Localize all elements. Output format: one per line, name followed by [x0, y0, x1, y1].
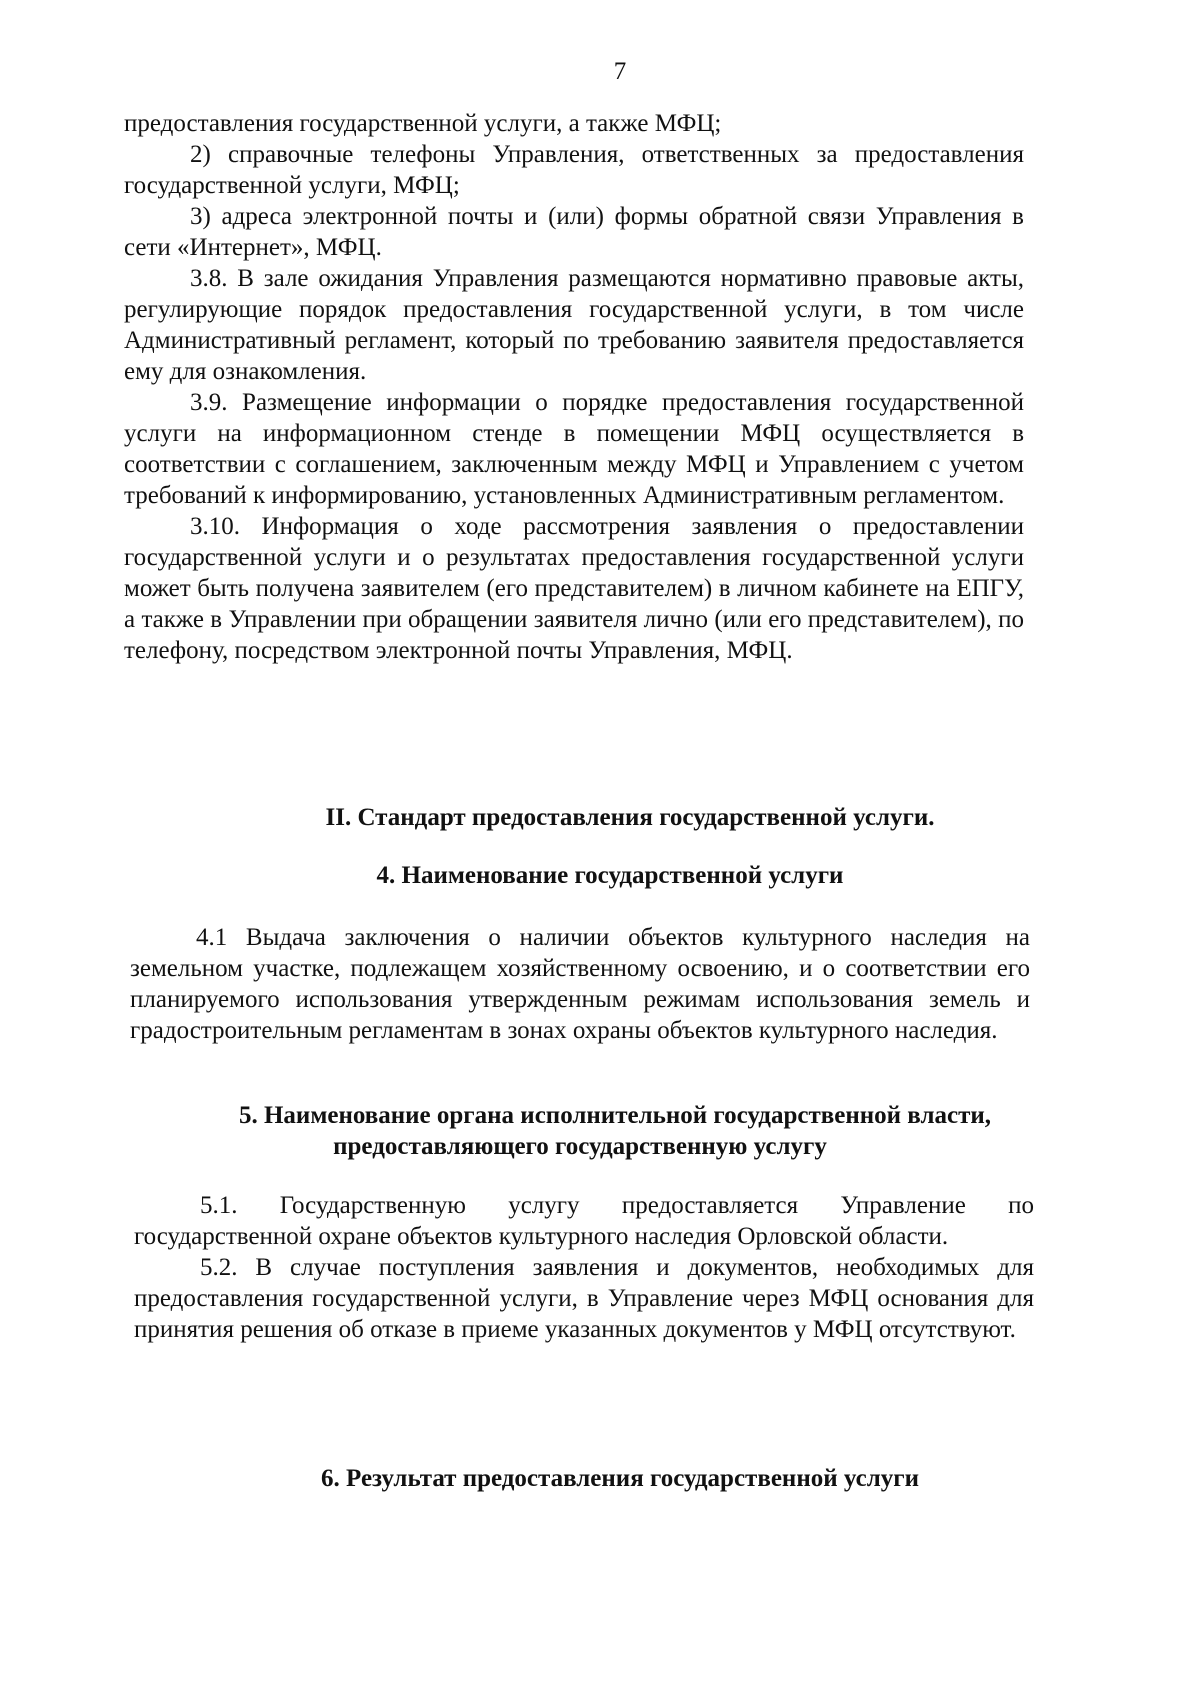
text-block-section-5 [134, 1190, 1034, 1345]
paragraph-3-8: 3.8. В зале ожидания Управления размещаются нормативно правовые акты, регулирующие порядок предоставления государственной услуги, в том числе Административный регламент, который по требованию заявителя предоставляется ему для ознакомления. [124, 265, 1024, 385]
section-ii-title: II. Стандарт предоставления государственной услуги. [325, 804, 935, 831]
paragraph-continuation: предоставления государственной услуги, а также МФЦ; [124, 110, 722, 137]
paragraph-3-10: 3.10. Информация о ходе рассмотрения заявления о предоставлении государственной услуги и о результатах предоставления государственной услуги может быть получена заявителем (его представителем) в личном кабинете на ЕПГУ, а также в Управлении при обращении заявителя лично (или его представителем), по телефону, посредством электронной почты Управления, МФЦ. [124, 513, 1024, 664]
section-5-title-line-1: 5. Наименование органа исполнительной государственной власти, [238, 1102, 992, 1129]
paragraph-item-2: 2) справочные телефоны Управления, ответственных за предоставления государственной услуги, МФЦ; [124, 141, 1024, 199]
section-5-title-line-2: предоставляющего государственную услугу [333, 1133, 827, 1160]
text-block-section-4 [130, 922, 1030, 1046]
paragraph-5-2: 5.2. В случае поступления заявления и документов, необходимых для предоставления государственной услуги, в Управление через МФЦ основания для принятия решения об отказе в приеме указанных документов у МФЦ отсутствуют. [134, 1254, 1034, 1343]
paragraph-5-1: 5.1. Государственную услугу предоставляется Управление по государственной охране объектов культурного наследия Орловской области. [134, 1192, 1034, 1250]
section-6-title: 6. Результат предоставления государственной услуги [321, 1465, 919, 1492]
page-number: 7 [613, 58, 627, 85]
section-4-title: 4. Наименование государственной услуги [376, 862, 844, 889]
text-block-top [124, 108, 1024, 666]
paragraph-item-3: 3) адреса электронной почты и (или) формы обратной связи Управления в сети «Интернет», МФЦ. [124, 203, 1024, 261]
paragraph-4-1: 4.1 Выдача заключения о наличии объектов культурного наследия на земельном участке, подлежащем хозяйственному освоению, и о соответствии его планируемого использования утвержденным режимам использования земель и градостроительным регламентам в зонах охраны объектов культурного наследия. [130, 924, 1030, 1044]
paragraph-3-9: 3.9. Размещение информации о порядке предоставления государственной услуги на информационном стенде в помещении МФЦ осуществляется в соответствии с соглашением, заключенным между МФЦ и Управлением с учетом требований к информированию, установленных Административным регламентом. [124, 389, 1024, 509]
